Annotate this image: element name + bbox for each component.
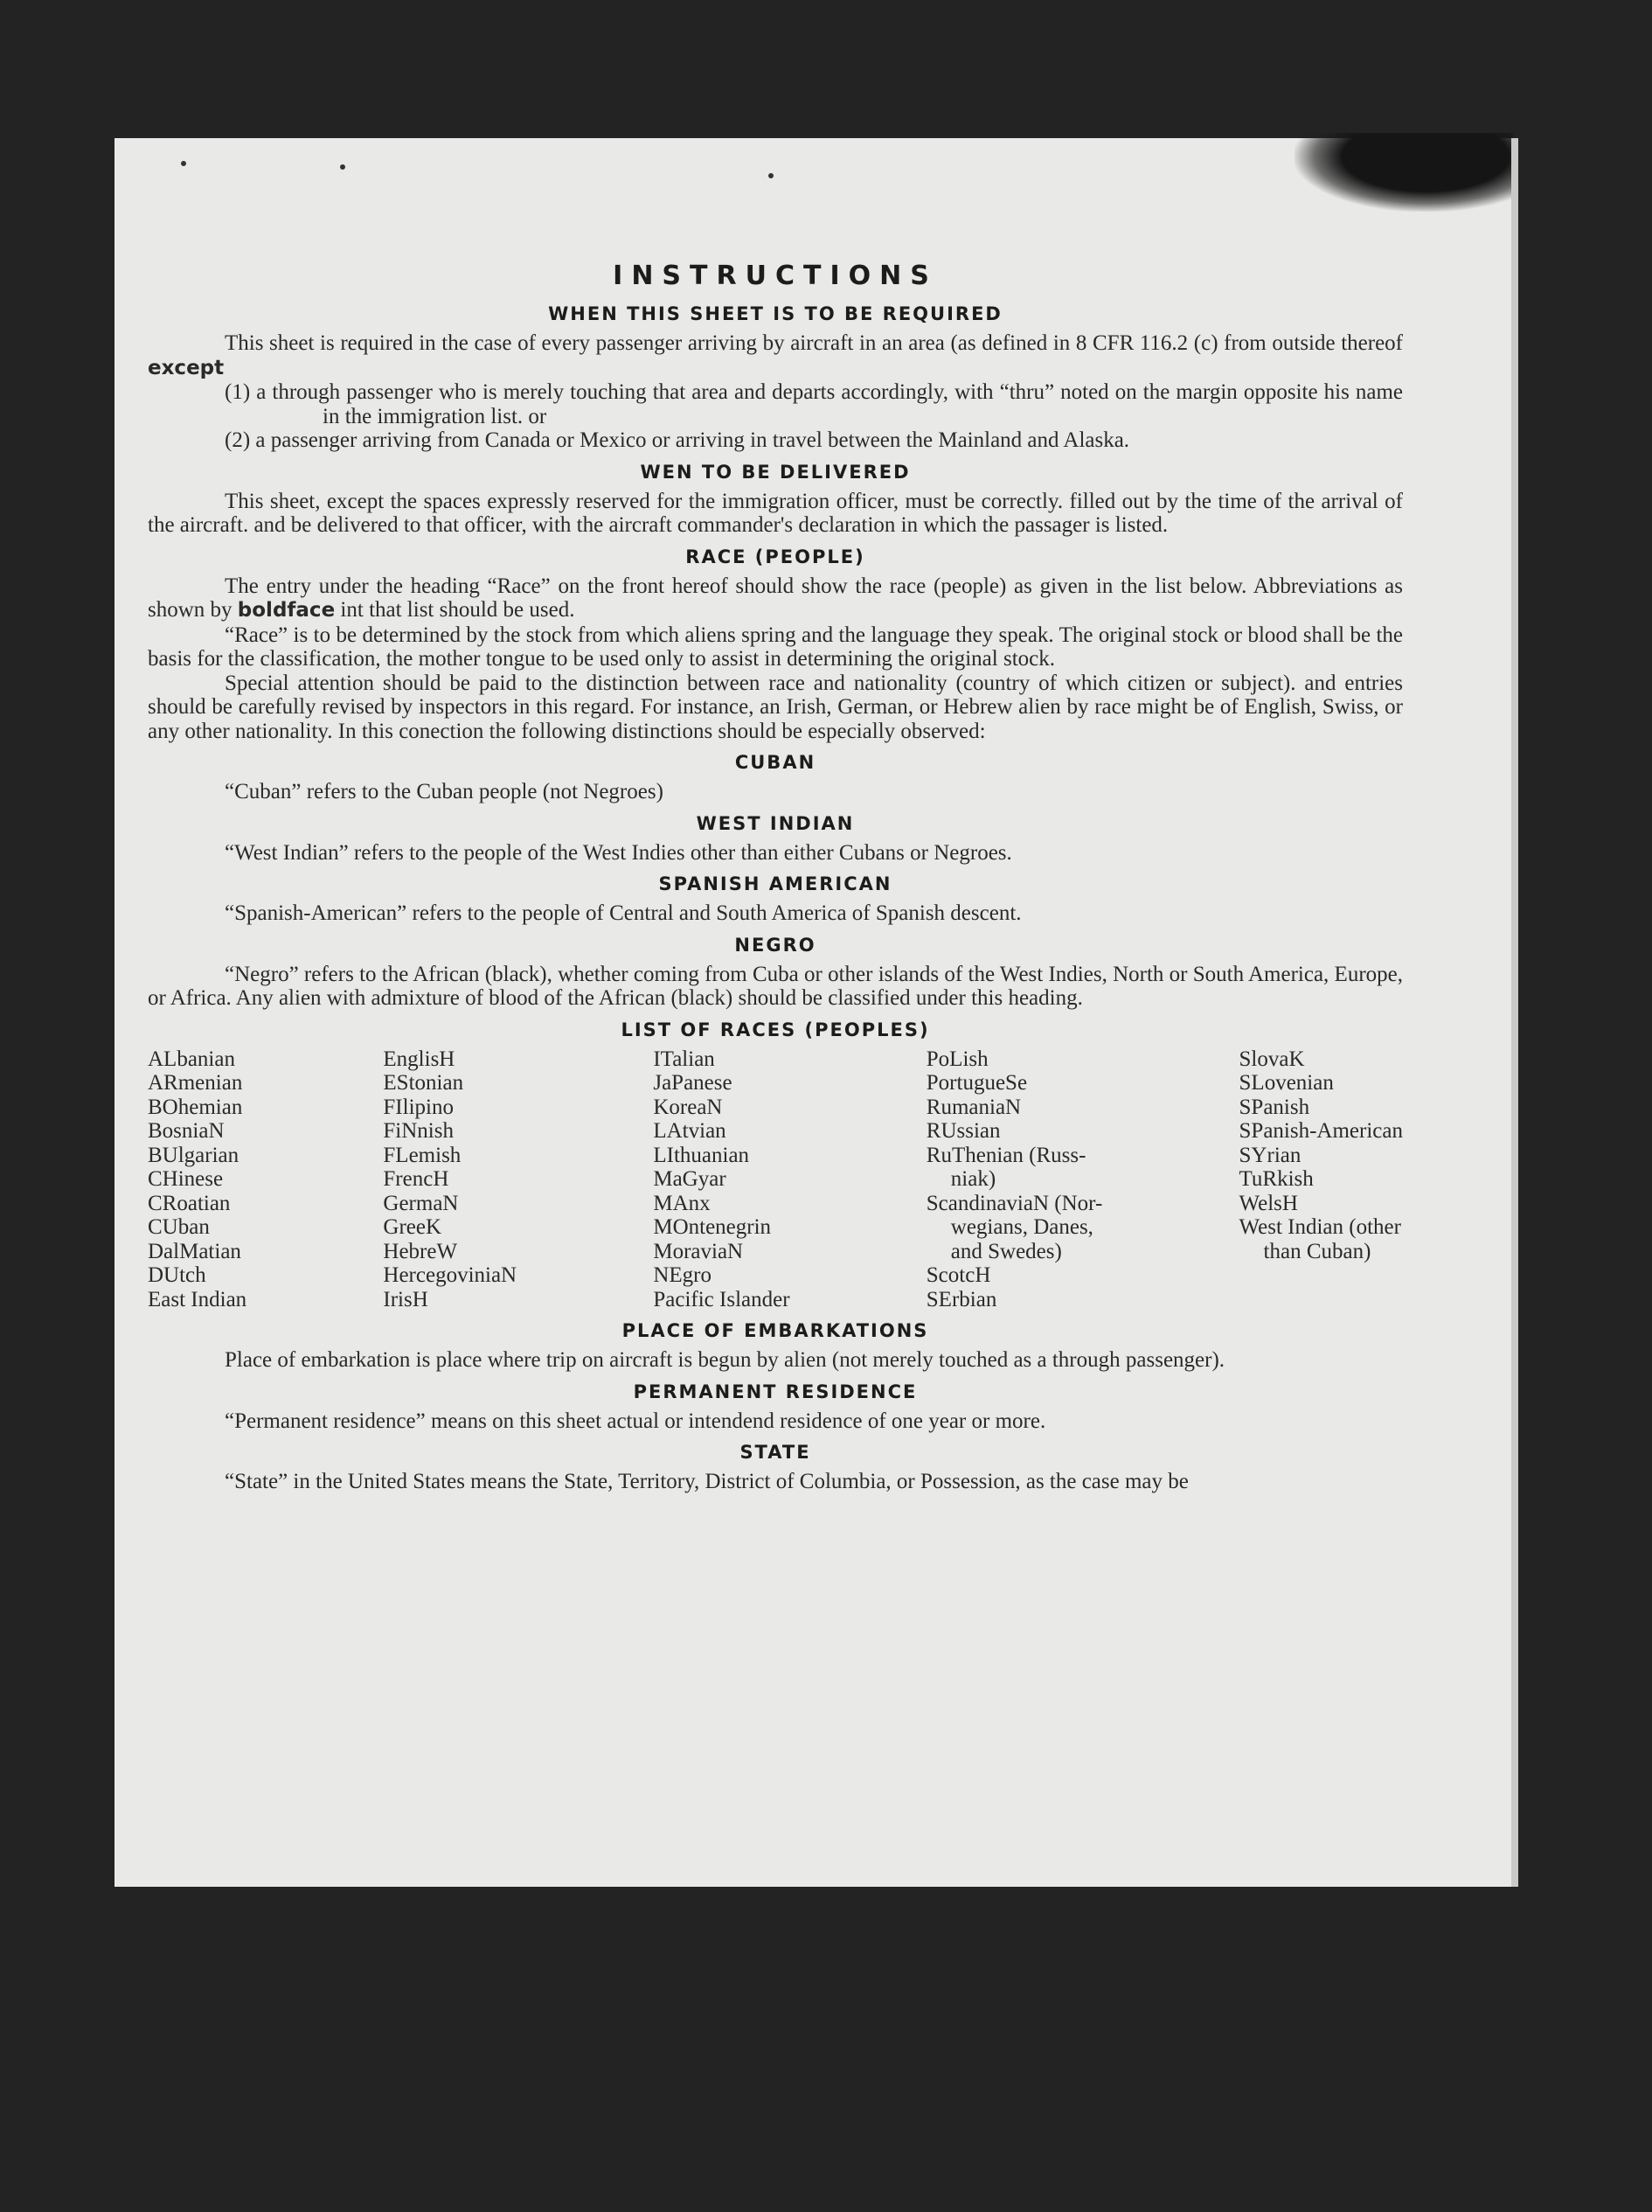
exception-item-2: (2) a passenger arriving from Canada or Mexico or arriving in travel between the Mainland and Alaska. <box>225 428 1130 452</box>
race-paragraph-2: “Race” is to be determined by the stock from which aliens spring and the language they speak. The original stock or blood shall be the basis for the classification, the mother tongue to be used only to assist in determining the original stock. <box>148 623 1403 671</box>
race-entry: ScandinaviaN (Nor- <box>926 1191 1103 1215</box>
race-column-2 <box>383 1047 517 1312</box>
race-entry: MaGyar <box>653 1167 726 1191</box>
race-entry: LAtvian <box>653 1119 726 1143</box>
race-entry: SPanish <box>1239 1095 1310 1119</box>
race-entry: FIlipino <box>383 1095 454 1119</box>
cuban-paragraph: “Cuban” refers to the Cuban people (not Negroes) <box>225 780 663 803</box>
race-entry: RUssian <box>926 1119 1001 1143</box>
race-entry: BosniaN <box>148 1119 225 1143</box>
instructions-body <box>148 261 1403 1494</box>
section-heading-required: WHEN THIS SHEET IS TO BE REQUIRED <box>548 303 1003 324</box>
race-entry: BOhemian <box>148 1095 243 1119</box>
west-indian-paragraph: “West Indian” refers to the people of the West Indies other than either Cubans or Negroes. <box>225 840 1012 865</box>
section-heading-state: STATE <box>739 1442 811 1463</box>
race-entry: RuThenian (Russ- <box>926 1143 1086 1167</box>
race-entry: CHinese <box>148 1167 224 1191</box>
embarkation-paragraph: Place of embarkation is place where trip on aircraft is begun by alien (not merely touched as a through passenger). <box>225 1348 1225 1372</box>
race-entry: SLovenian <box>1239 1071 1334 1095</box>
negro-paragraph: “Negro” refers to the African (black), whether coming from Cuba or other islands of the West Indies, North or South America, Europe, or Africa. Any alien with admixture of blood of the African (black) should be classified under this heading. <box>148 962 1403 1010</box>
race-entry: LIthuanian <box>653 1143 750 1167</box>
race-entry: ITalian <box>653 1047 715 1071</box>
speck <box>340 164 345 170</box>
page-edge <box>1511 138 1518 1887</box>
race-entry: ALbanian <box>148 1047 235 1071</box>
race-entry: SPanish-American <box>1239 1119 1403 1143</box>
race-column-1 <box>148 1047 246 1312</box>
race-text-pre: The entry under the heading “Race” on the front hereof should show the race (people) as given in the list below. Abbreviations as shown by <box>148 574 1403 622</box>
race-paragraph-1 <box>148 574 1403 623</box>
race-entry-continued: wegians, Danes, <box>950 1215 1093 1239</box>
race-entry: HebreW <box>383 1239 458 1263</box>
race-entry: DalMatian <box>148 1239 241 1263</box>
race-entry-continued: than Cuban) <box>1263 1239 1371 1263</box>
race-entry: TuRkish <box>1239 1167 1314 1191</box>
race-entry: DUtch <box>148 1263 206 1287</box>
race-text-post: int that list should be used. <box>340 598 575 622</box>
race-entry: ARmenian <box>148 1071 243 1095</box>
race-entry: HercegoviniaN <box>383 1263 517 1287</box>
race-entry: EStonian <box>383 1071 464 1095</box>
race-column-3 <box>653 1047 789 1312</box>
race-entry: MoraviaN <box>653 1239 744 1263</box>
race-entry: SlovaK <box>1239 1047 1305 1071</box>
race-entry: FLemish <box>383 1143 462 1167</box>
race-entry: PoLish <box>926 1047 989 1071</box>
race-entry: CUban <box>148 1215 210 1239</box>
race-entry: NEgro <box>653 1263 712 1287</box>
section-heading-residence: PERMANENT RESIDENCE <box>633 1381 918 1402</box>
speck <box>181 161 186 166</box>
exception-item-1: (1) a through passenger who is merely touching that area and departs accordingly, with “thru” noted on the margin opposite his name in the immigration list. or <box>225 380 1403 428</box>
race-entry: JaPanese <box>653 1071 732 1095</box>
section-heading-cuban: CUBAN <box>734 752 816 773</box>
delivered-paragraph: This sheet, except the spaces expressly reserved for the immigration officer, must be correctly. filled out by the time of the arrival of the aircraft. and be delivered to that officer, with the aircraft commander's declaration in which the passager is listed. <box>148 489 1403 537</box>
race-entry: East Indian <box>148 1287 247 1311</box>
page-title: INSTRUCTIONS <box>613 261 938 291</box>
race-entry-continued: niak) <box>950 1167 996 1191</box>
race-list <box>148 1047 1403 1312</box>
race-entry: KoreaN <box>653 1095 723 1119</box>
race-entry: West Indian (other <box>1239 1215 1401 1239</box>
race-entry: BUlgarian <box>148 1143 239 1167</box>
race-entry: Pacific Islander <box>653 1287 790 1311</box>
race-entry: RumaniaN <box>926 1095 1022 1119</box>
race-column-4 <box>927 1047 1103 1312</box>
race-entry: MOntenegrin <box>653 1215 772 1239</box>
race-entry: PortugueSe <box>926 1071 1028 1095</box>
race-entry: CRoatian <box>148 1191 231 1215</box>
race-entry-continued: and Swedes) <box>950 1239 1062 1263</box>
except-bold: except <box>148 356 225 379</box>
race-column-5 <box>1239 1047 1403 1312</box>
section-heading-races: LIST OF RACES (PEOPLES) <box>621 1019 930 1040</box>
spanish-american-paragraph: “Spanish-American” refers to the people of Central and South America of Spanish descent. <box>225 901 1022 925</box>
race-entry: SErbian <box>926 1287 997 1311</box>
section-heading-spanish-american: SPANISH AMERICAN <box>658 873 892 894</box>
required-paragraph <box>148 331 1403 380</box>
torn-corner <box>1295 133 1513 212</box>
race-entry: ScotcH <box>926 1263 991 1287</box>
race-entry: IrisH <box>383 1287 428 1311</box>
section-heading-race: RACE (PEOPLE) <box>685 546 865 567</box>
required-text: This sheet is required in the case of every passenger arriving by aircraft in an area (as defined in 8 CFR 116.2 (c) from outside thereof <box>225 331 1403 355</box>
race-paragraph-3: Special attention should be paid to the distinction between race and nationality (country of which citizen or subject). and entries should be carefully revised by inspectors in this regard. For instance, an Irish, German, or Hebrew alien by race might be of English, Swiss, or any other nationality. In this conection the following distinctions should be especially observed: <box>148 671 1403 743</box>
state-paragraph: “State” in the United States means the State, Territory, District of Columbia, or Possession, as the case may be <box>225 1470 1189 1493</box>
race-entry: WelsH <box>1239 1191 1298 1215</box>
speck <box>768 173 774 178</box>
race-entry: GreeK <box>383 1215 442 1239</box>
section-heading-west-indian: WEST INDIAN <box>696 812 855 834</box>
section-heading-delivered: WEN TO BE DELIVERED <box>640 461 911 483</box>
residence-paragraph: “Permanent residence” means on this sheet actual or intendend residence of one year or more. <box>225 1409 1046 1433</box>
race-entry: MAnx <box>653 1191 711 1215</box>
boldface-bold: boldface <box>237 599 336 622</box>
section-heading-negro: NEGRO <box>734 934 816 956</box>
race-entry: FiNnish <box>383 1119 454 1143</box>
document-page <box>115 138 1518 1887</box>
race-entry: GermaN <box>383 1191 459 1215</box>
race-entry: EnglisH <box>383 1047 455 1071</box>
race-entry: SYrian <box>1239 1143 1301 1167</box>
race-entry: FrencH <box>383 1167 449 1191</box>
section-heading-embarkation: PLACE OF EMBARKATIONS <box>621 1320 929 1341</box>
